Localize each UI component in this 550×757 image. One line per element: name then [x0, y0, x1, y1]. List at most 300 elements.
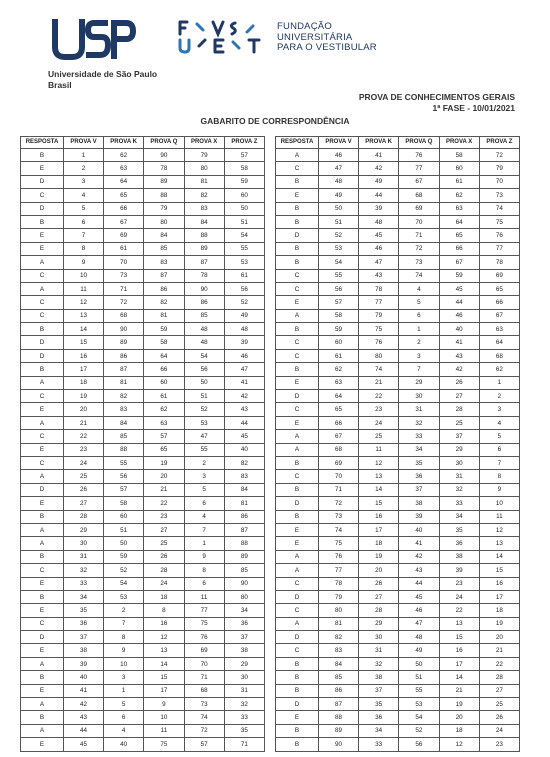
cell-prova-z: 43 [224, 403, 264, 416]
table-row [276, 403, 520, 416]
cell-prova-k: 61 [104, 242, 144, 255]
cell-prova-z: 4 [479, 416, 519, 429]
cell-prova-x: 31 [439, 470, 479, 483]
cell-prova-v: 5 [64, 202, 104, 215]
table-row [276, 296, 520, 309]
cell-resposta: C [276, 349, 319, 362]
fuvest-logo [177, 20, 267, 54]
table-row [276, 323, 520, 336]
cell-prova-v: 42 [64, 698, 104, 711]
cell-prova-q: 75 [144, 738, 184, 751]
cell-resposta: E [21, 403, 64, 416]
cell-prova-q: 9 [144, 698, 184, 711]
cell-resposta: E [276, 711, 319, 724]
table-row [21, 336, 265, 349]
cell-prova-k: 47 [359, 256, 399, 269]
cell-prova-k: 88 [104, 443, 144, 456]
cell-resposta: D [276, 229, 319, 242]
table-row [21, 202, 265, 215]
table-row [21, 189, 265, 202]
cell-prova-z: 57 [224, 149, 264, 162]
cell-prova-z: 33 [224, 711, 264, 724]
table-row [276, 657, 520, 670]
cell-prova-k: 59 [104, 550, 144, 563]
cell-prova-x: 79 [184, 149, 224, 162]
cell-prova-q: 72 [399, 242, 439, 255]
table-row [276, 456, 520, 469]
cell-prova-v: 45 [64, 738, 104, 751]
cell-resposta: E [276, 189, 319, 202]
table-row [276, 577, 520, 590]
cell-prova-v: 17 [64, 363, 104, 376]
cell-prova-z: 63 [479, 323, 519, 336]
cell-prova-v: 18 [64, 376, 104, 389]
cell-prova-k: 86 [104, 349, 144, 362]
cell-resposta: A [276, 430, 319, 443]
cell-prova-v: 54 [319, 256, 359, 269]
cell-prova-v: 86 [319, 684, 359, 697]
cell-prova-x: 84 [184, 215, 224, 228]
cell-prova-q: 8 [144, 604, 184, 617]
cell-prova-q: 7 [399, 363, 439, 376]
cell-resposta: B [21, 590, 64, 603]
cell-prova-x: 25 [439, 416, 479, 429]
cell-resposta: B [21, 671, 64, 684]
cell-prova-v: 67 [319, 430, 359, 443]
cell-prova-v: 59 [319, 323, 359, 336]
cell-resposta: A [21, 537, 64, 550]
cell-resposta: D [276, 590, 319, 603]
cell-resposta: D [276, 497, 319, 510]
cell-prova-q: 20 [144, 470, 184, 483]
cell-resposta: A [21, 416, 64, 429]
cell-prova-q: 67 [399, 175, 439, 188]
answer-table-left [20, 136, 265, 752]
table-row [21, 644, 265, 657]
cell-prova-v: 25 [64, 470, 104, 483]
cell-prova-q: 46 [399, 604, 439, 617]
fund-line-3: PARA O VESTIBULAR [277, 42, 377, 53]
cell-prova-x: 21 [439, 684, 479, 697]
cell-prova-q: 54 [399, 711, 439, 724]
cell-prova-q: 11 [144, 724, 184, 737]
table-row [276, 711, 520, 724]
cell-prova-q: 16 [144, 617, 184, 630]
cell-prova-x: 51 [184, 390, 224, 403]
cell-prova-q: 59 [144, 323, 184, 336]
table-row [276, 443, 520, 456]
col-header-prova-v: PROVA V [64, 137, 104, 149]
cell-prova-q: 50 [399, 657, 439, 670]
cell-prova-k: 36 [359, 711, 399, 724]
cell-resposta: A [21, 657, 64, 670]
cell-prova-q: 51 [399, 671, 439, 684]
cell-resposta: B [276, 242, 319, 255]
table-row [21, 590, 265, 603]
cell-prova-q: 48 [399, 631, 439, 644]
cell-prova-z: 1 [479, 376, 519, 389]
cell-resposta: E [21, 443, 64, 456]
cell-prova-v: 60 [319, 336, 359, 349]
cell-prova-x: 66 [439, 242, 479, 255]
cell-prova-v: 88 [319, 711, 359, 724]
cell-prova-v: 77 [319, 564, 359, 577]
cell-prova-z: 73 [479, 189, 519, 202]
col-header-prova-q: PROVA Q [399, 137, 439, 149]
cell-prova-k: 37 [359, 684, 399, 697]
table-row [276, 376, 520, 389]
cell-prova-x: 88 [184, 229, 224, 242]
table-header-row [276, 137, 520, 149]
cell-resposta: A [276, 564, 319, 577]
table-row [21, 470, 265, 483]
cell-resposta: A [276, 550, 319, 563]
cell-prova-z: 58 [224, 162, 264, 175]
cell-resposta: D [21, 202, 64, 215]
table-row [21, 523, 265, 536]
cell-prova-k: 82 [104, 390, 144, 403]
cell-prova-q: 35 [399, 456, 439, 469]
cell-prova-z: 47 [224, 363, 264, 376]
cell-prova-z: 82 [224, 456, 264, 469]
cell-prova-x: 34 [439, 510, 479, 523]
cell-prova-k: 28 [359, 604, 399, 617]
col-header-prova-v: PROVA V [319, 137, 359, 149]
cell-resposta: C [276, 162, 319, 175]
cell-prova-x: 45 [439, 282, 479, 295]
cell-prova-x: 32 [439, 483, 479, 496]
table-row [276, 202, 520, 215]
cell-resposta: C [276, 577, 319, 590]
col-header-prova-x: PROVA X [184, 137, 224, 149]
table-row [21, 537, 265, 550]
exam-title [359, 92, 515, 113]
cell-prova-z: 30 [224, 671, 264, 684]
cell-prova-q: 56 [399, 738, 439, 751]
cell-prova-z: 81 [224, 497, 264, 510]
cell-prova-v: 72 [319, 497, 359, 510]
cell-prova-x: 1 [184, 537, 224, 550]
cell-prova-q: 4 [399, 282, 439, 295]
cell-prova-q: 49 [399, 644, 439, 657]
cell-resposta: B [276, 510, 319, 523]
cell-prova-v: 58 [319, 309, 359, 322]
cell-prova-x: 48 [184, 323, 224, 336]
cell-prova-q: 76 [399, 149, 439, 162]
table-row [276, 256, 520, 269]
cell-prova-z: 67 [479, 309, 519, 322]
cell-prova-k: 76 [359, 336, 399, 349]
table-row [21, 711, 265, 724]
cell-prova-v: 83 [319, 644, 359, 657]
cell-resposta: B [276, 738, 319, 751]
cell-prova-x: 65 [439, 229, 479, 242]
cell-prova-q: 30 [399, 390, 439, 403]
cell-prova-v: 49 [319, 189, 359, 202]
table-row [276, 564, 520, 577]
cell-resposta: B [276, 323, 319, 336]
cell-prova-q: 15 [144, 671, 184, 684]
table-row [21, 242, 265, 255]
cell-prova-v: 62 [319, 363, 359, 376]
cell-prova-v: 44 [64, 724, 104, 737]
cell-prova-x: 42 [439, 363, 479, 376]
cell-prova-k: 2 [104, 604, 144, 617]
cell-prova-k: 10 [104, 657, 144, 670]
cell-resposta: A [21, 470, 64, 483]
table-row [276, 644, 520, 657]
cell-prova-q: 86 [144, 282, 184, 295]
cell-prova-k: 77 [359, 296, 399, 309]
cell-prova-z: 3 [479, 403, 519, 416]
cell-prova-z: 59 [224, 175, 264, 188]
cell-prova-k: 25 [359, 430, 399, 443]
cell-prova-k: 64 [104, 175, 144, 188]
cell-prova-v: 19 [64, 390, 104, 403]
cell-prova-q: 27 [144, 523, 184, 536]
cell-prova-v: 50 [319, 202, 359, 215]
table-row [276, 617, 520, 630]
cell-prova-k: 19 [359, 550, 399, 563]
cell-prova-x: 57 [184, 738, 224, 751]
cell-resposta: B [21, 550, 64, 563]
table-row [276, 269, 520, 282]
cell-prova-x: 56 [184, 363, 224, 376]
cell-resposta: E [21, 684, 64, 697]
cell-resposta: B [276, 456, 319, 469]
cell-prova-z: 5 [479, 430, 519, 443]
cell-resposta: E [21, 162, 64, 175]
cell-prova-k: 7 [104, 617, 144, 630]
cell-prova-x: 58 [439, 149, 479, 162]
table-row [21, 631, 265, 644]
cell-prova-q: 64 [144, 349, 184, 362]
cell-prova-q: 25 [144, 537, 184, 550]
cell-prova-z: 48 [224, 323, 264, 336]
table-row [21, 577, 265, 590]
cell-prova-q: 36 [399, 470, 439, 483]
cell-prova-z: 69 [479, 269, 519, 282]
cell-prova-q: 21 [144, 483, 184, 496]
cell-resposta: E [21, 229, 64, 242]
table-row [276, 470, 520, 483]
cell-resposta: A [276, 443, 319, 456]
cell-prova-z: 16 [479, 577, 519, 590]
table-row [21, 430, 265, 443]
cell-prova-k: 14 [359, 483, 399, 496]
cell-prova-q: 52 [399, 724, 439, 737]
table-row [276, 523, 520, 536]
table-row [276, 242, 520, 255]
cell-prova-z: 41 [224, 376, 264, 389]
cell-prova-x: 37 [439, 430, 479, 443]
cell-prova-k: 75 [359, 323, 399, 336]
cell-prova-x: 60 [439, 162, 479, 175]
cell-prova-k: 44 [359, 189, 399, 202]
cell-prova-q: 2 [399, 336, 439, 349]
cell-prova-x: 16 [439, 644, 479, 657]
cell-prova-q: 90 [144, 149, 184, 162]
cell-resposta: E [21, 644, 64, 657]
table-row [276, 390, 520, 403]
cell-prova-z: 19 [479, 617, 519, 630]
cell-prova-v: 79 [319, 590, 359, 603]
cell-prova-v: 66 [319, 416, 359, 429]
table-row [276, 631, 520, 644]
cell-prova-k: 83 [104, 403, 144, 416]
table-row [276, 416, 520, 429]
cell-resposta: A [21, 282, 64, 295]
cell-prova-x: 8 [184, 564, 224, 577]
cell-prova-x: 13 [439, 617, 479, 630]
cell-prova-q: 80 [144, 215, 184, 228]
cell-prova-k: 84 [104, 416, 144, 429]
cell-prova-z: 88 [224, 537, 264, 550]
cell-prova-x: 14 [439, 671, 479, 684]
cell-prova-x: 90 [184, 282, 224, 295]
cell-prova-q: 65 [144, 443, 184, 456]
table-row [21, 175, 265, 188]
cell-prova-v: 4 [64, 189, 104, 202]
cell-prova-k: 41 [359, 149, 399, 162]
cell-prova-q: 74 [399, 269, 439, 282]
cell-prova-q: 18 [144, 590, 184, 603]
cell-resposta: E [21, 242, 64, 255]
cell-prova-k: 72 [104, 296, 144, 309]
cell-prova-k: 54 [104, 577, 144, 590]
cell-prova-z: 34 [224, 604, 264, 617]
cell-prova-q: 14 [144, 657, 184, 670]
cell-prova-q: 73 [399, 256, 439, 269]
cell-prova-x: 81 [184, 175, 224, 188]
cell-prova-q: 34 [399, 443, 439, 456]
cell-prova-x: 4 [184, 510, 224, 523]
cell-prova-x: 78 [184, 269, 224, 282]
cell-prova-x: 89 [184, 242, 224, 255]
cell-prova-k: 29 [359, 617, 399, 630]
cell-prova-k: 30 [359, 631, 399, 644]
table-row [21, 738, 265, 751]
cell-resposta: B [276, 202, 319, 215]
cell-prova-x: 18 [439, 724, 479, 737]
cell-resposta: C [21, 269, 64, 282]
cell-prova-k: 56 [104, 470, 144, 483]
cell-prova-x: 11 [184, 590, 224, 603]
table-row [276, 149, 520, 162]
cell-resposta: A [276, 149, 319, 162]
cell-prova-z: 89 [224, 550, 264, 563]
table-row [21, 149, 265, 162]
cell-prova-x: 87 [184, 256, 224, 269]
cell-prova-z: 45 [224, 430, 264, 443]
cell-prova-v: 13 [64, 309, 104, 322]
cell-resposta: E [21, 738, 64, 751]
cell-prova-v: 3 [64, 175, 104, 188]
cell-prova-k: 80 [359, 349, 399, 362]
table-row [276, 483, 520, 496]
cell-prova-z: 26 [479, 711, 519, 724]
cell-prova-v: 47 [319, 162, 359, 175]
table-row [276, 550, 520, 563]
cell-prova-z: 9 [479, 483, 519, 496]
cell-resposta: E [276, 416, 319, 429]
cell-prova-v: 85 [319, 671, 359, 684]
cell-prova-x: 30 [439, 456, 479, 469]
table-row [21, 416, 265, 429]
cell-prova-k: 13 [359, 470, 399, 483]
col-header-prova-q: PROVA Q [144, 137, 184, 149]
cell-prova-k: 1 [104, 684, 144, 697]
cell-prova-x: 35 [439, 523, 479, 536]
cell-prova-x: 41 [439, 336, 479, 349]
cell-prova-q: 40 [399, 523, 439, 536]
cell-prova-v: 71 [319, 483, 359, 496]
cell-resposta: D [276, 390, 319, 403]
cell-prova-k: 38 [359, 671, 399, 684]
table-row [21, 698, 265, 711]
cell-prova-v: 87 [319, 698, 359, 711]
cell-resposta: B [276, 215, 319, 228]
cell-prova-x: 29 [439, 443, 479, 456]
cell-prova-q: 12 [144, 631, 184, 644]
table-row [21, 684, 265, 697]
cell-prova-z: 50 [224, 202, 264, 215]
cell-prova-q: 83 [144, 256, 184, 269]
cell-prova-k: 90 [104, 323, 144, 336]
cell-prova-k: 23 [359, 403, 399, 416]
cell-prova-k: 33 [359, 738, 399, 751]
col-header-prova-z: PROVA Z [479, 137, 519, 149]
cell-prova-q: 3 [399, 349, 439, 362]
cell-prova-x: 77 [184, 604, 224, 617]
cell-resposta: C [21, 564, 64, 577]
cell-prova-x: 20 [439, 711, 479, 724]
cell-resposta: E [276, 537, 319, 550]
cell-prova-v: 84 [319, 657, 359, 670]
cell-prova-v: 76 [319, 550, 359, 563]
cell-prova-z: 84 [224, 483, 264, 496]
cell-prova-q: 70 [399, 215, 439, 228]
cell-prova-q: 84 [144, 229, 184, 242]
cell-resposta: E [276, 376, 319, 389]
cell-prova-k: 40 [104, 738, 144, 751]
cell-prova-z: 56 [224, 282, 264, 295]
cell-prova-q: 41 [399, 537, 439, 550]
table-row [21, 456, 265, 469]
cell-resposta: B [276, 256, 319, 269]
cell-prova-v: 55 [319, 269, 359, 282]
cell-prova-k: 18 [359, 537, 399, 550]
cell-prova-v: 61 [319, 349, 359, 362]
cell-prova-q: 61 [144, 390, 184, 403]
cell-prova-k: 60 [104, 510, 144, 523]
cell-prova-k: 5 [104, 698, 144, 711]
cell-prova-v: 24 [64, 456, 104, 469]
cell-resposta: D [21, 336, 64, 349]
cell-prova-q: 85 [144, 242, 184, 255]
cell-prova-k: 66 [104, 202, 144, 215]
cell-prova-k: 20 [359, 564, 399, 577]
cell-prova-k: 27 [359, 590, 399, 603]
cell-prova-k: 74 [359, 363, 399, 376]
cell-prova-x: 24 [439, 590, 479, 603]
cell-prova-k: 46 [359, 242, 399, 255]
cell-prova-z: 74 [479, 202, 519, 215]
cell-prova-v: 39 [64, 657, 104, 670]
table-row [21, 483, 265, 496]
cell-prova-v: 6 [64, 215, 104, 228]
cell-prova-k: 15 [359, 497, 399, 510]
